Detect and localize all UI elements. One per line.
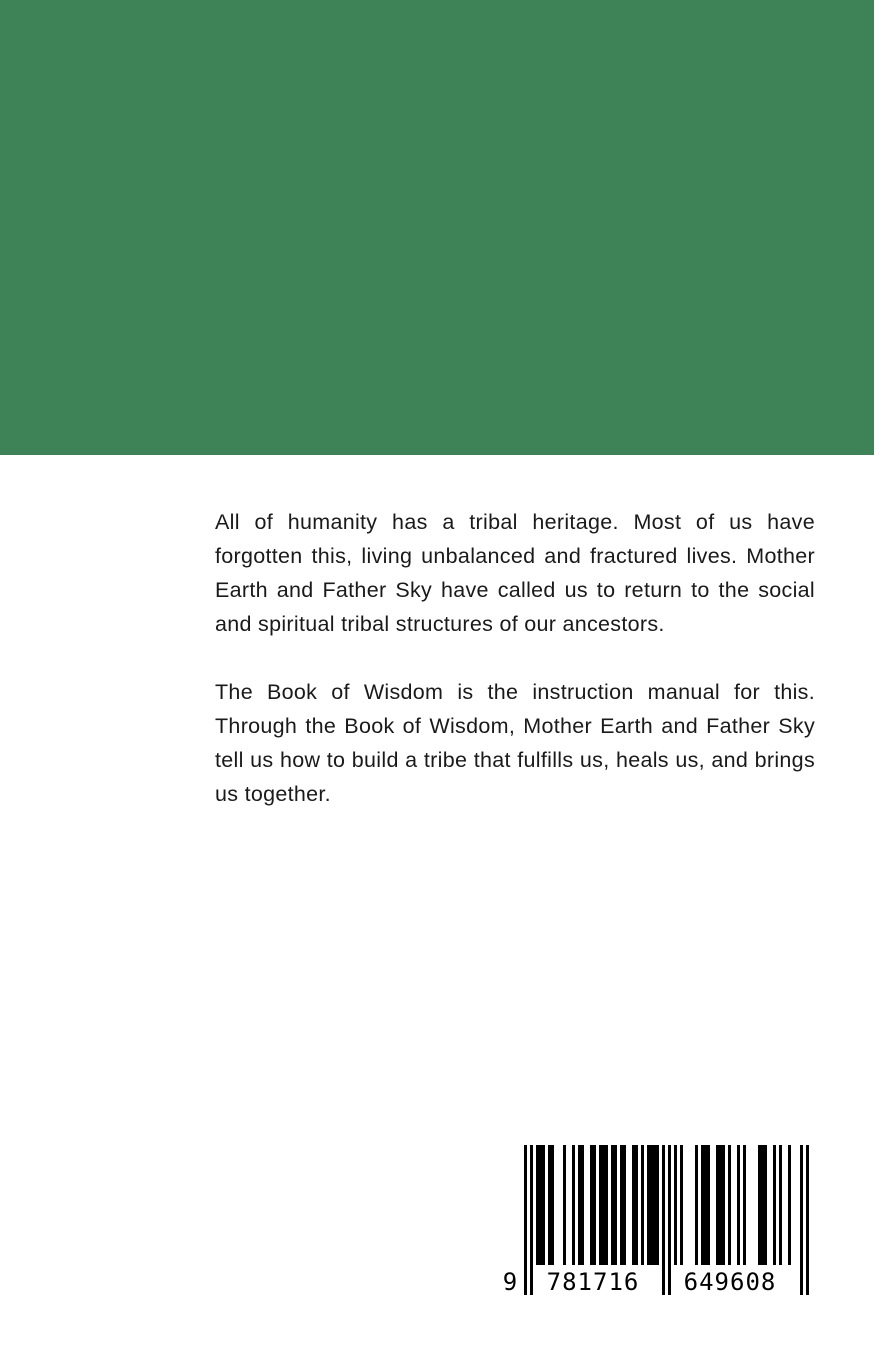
barcode-bar — [590, 1145, 593, 1265]
barcode-bar — [647, 1145, 650, 1265]
barcode-bar — [563, 1145, 566, 1265]
barcode-guard-bar — [806, 1145, 809, 1295]
barcode-right-digits: 649608 — [683, 1268, 777, 1296]
barcode-bar — [788, 1145, 791, 1265]
barcode-guard-bar — [530, 1145, 533, 1295]
barcode-bar — [695, 1145, 698, 1265]
barcode-bar — [674, 1145, 677, 1265]
barcode-bar — [599, 1145, 602, 1265]
barcode-bar — [701, 1145, 704, 1265]
barcode-bar — [758, 1145, 761, 1265]
barcode-bar — [611, 1145, 614, 1265]
barcode-bar — [551, 1145, 554, 1265]
barcode-bar — [737, 1145, 740, 1265]
barcode-bar — [614, 1145, 617, 1265]
barcode-bar — [620, 1145, 623, 1265]
back-cover-blurb — [215, 505, 815, 845]
barcode-guard-bar — [524, 1145, 527, 1295]
barcode-bar — [632, 1145, 635, 1265]
barcode-bar — [722, 1145, 725, 1265]
barcode-bar — [761, 1145, 764, 1265]
barcode-lead-digit: 9 — [502, 1268, 518, 1296]
barcode-bar — [704, 1145, 707, 1265]
barcode-bar — [764, 1145, 767, 1265]
barcode-guard-bar — [800, 1145, 803, 1295]
barcode-bar — [653, 1145, 656, 1265]
barcode-bar — [719, 1145, 722, 1265]
barcode-graphic — [500, 1145, 815, 1297]
barcode-bar — [602, 1145, 605, 1265]
barcode-bar — [656, 1145, 659, 1265]
barcode-bar — [707, 1145, 710, 1265]
barcode-bar — [773, 1145, 776, 1265]
barcode-bar — [635, 1145, 638, 1265]
barcode-bar — [581, 1145, 584, 1265]
barcode-bar — [542, 1145, 545, 1265]
barcode-bar — [743, 1145, 746, 1265]
barcode-left-digits: 781716 — [546, 1268, 640, 1296]
barcode-bar — [650, 1145, 653, 1265]
barcode-bar — [605, 1145, 608, 1265]
barcode-guard-bar — [668, 1145, 671, 1295]
barcode-bar — [641, 1145, 644, 1265]
barcode-bar — [578, 1145, 581, 1265]
barcode-bar — [536, 1145, 539, 1265]
barcode-bar — [572, 1145, 575, 1265]
barcode-bar — [548, 1145, 551, 1265]
barcode-bar — [779, 1145, 782, 1265]
barcode-bar — [539, 1145, 542, 1265]
barcode-guard-bar — [662, 1145, 665, 1295]
green-color-band — [0, 0, 874, 455]
isbn-barcode — [500, 1145, 815, 1297]
barcode-bar — [623, 1145, 626, 1265]
blurb-paragraph-2: The Book of Wisdom is the instruction manual for this. Through the Book of Wisdom, Mother Earth and Father Sky tell us how to build a tribe that fulfills us, heals us, and brings us together. — [215, 680, 815, 806]
barcode-bar — [593, 1145, 596, 1265]
barcode-bar — [680, 1145, 683, 1265]
barcode-bar — [716, 1145, 719, 1265]
barcode-bar — [728, 1145, 731, 1265]
blurb-paragraph-1: All of humanity has a tribal heritage. Most of us have forgotten this, living unbalanced and fractured lives. Mother Earth and Father Sky have called us to return to the social and spiritual tribal structures of our ancestors. — [215, 510, 815, 636]
